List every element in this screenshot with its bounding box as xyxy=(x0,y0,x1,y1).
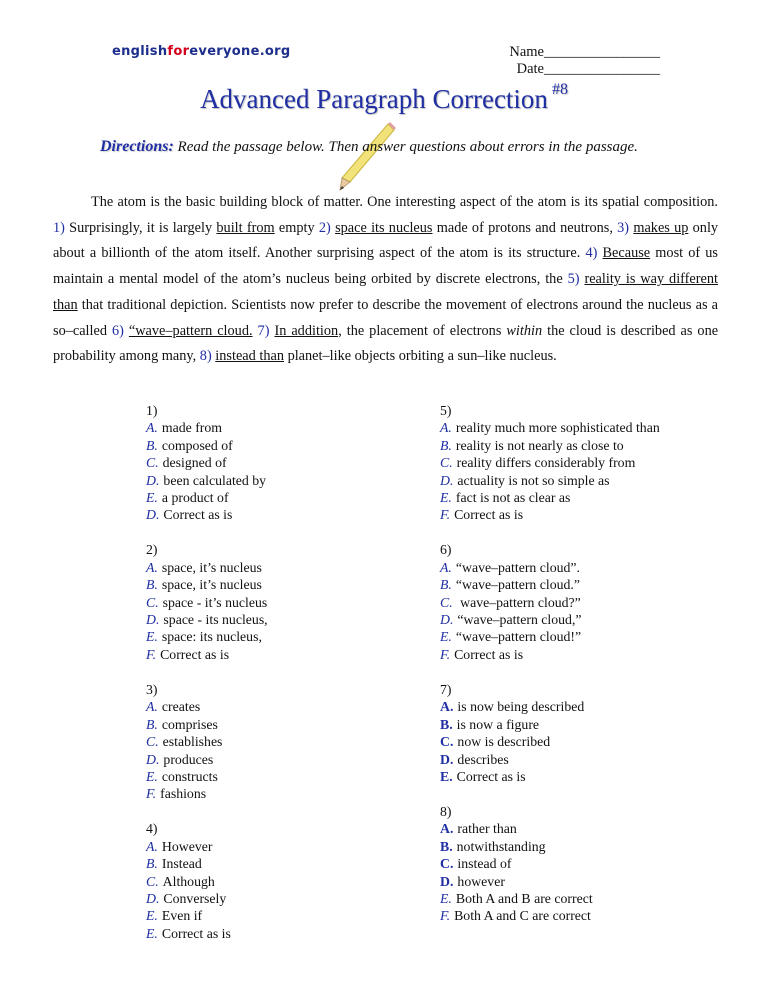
option-text: space: its nucleus, xyxy=(161,629,262,645)
option-letter: E. xyxy=(146,490,158,506)
option-letter: A. xyxy=(146,420,158,436)
option-text: space, it’s nucleus xyxy=(161,577,262,593)
question-3 xyxy=(146,681,268,803)
passage-text: only about a billionth of the atom itself. Another surprising aspect of the atom is its structure. xyxy=(53,219,719,262)
question-number: 1) xyxy=(146,403,158,418)
option-text: instead of xyxy=(457,856,512,872)
answer-option[interactable] xyxy=(440,838,660,855)
title-number: #8 xyxy=(551,81,568,98)
logo-part-everyone: everyone.org xyxy=(189,44,291,59)
passage-text: empty xyxy=(278,219,315,236)
questions-right-column xyxy=(440,402,660,942)
option-letter: B. xyxy=(146,577,158,593)
option-letter: B. xyxy=(146,437,158,453)
answer-option[interactable] xyxy=(440,419,660,436)
answer-option[interactable] xyxy=(146,419,268,436)
passage xyxy=(53,190,718,370)
option-letter: A. xyxy=(440,420,452,436)
name-date-fields xyxy=(500,44,660,78)
question-7 xyxy=(440,681,660,785)
option-text: “wave–pattern cloud.” xyxy=(455,577,581,593)
option-letter: E. xyxy=(146,768,158,784)
answer-option[interactable] xyxy=(146,751,268,768)
answer-option[interactable] xyxy=(146,646,268,663)
question-number: 8) xyxy=(440,803,452,819)
option-text: “wave–pattern cloud!” xyxy=(455,629,582,645)
answer-option[interactable] xyxy=(440,454,660,471)
option-text: is now being described xyxy=(457,699,585,715)
answer-option[interactable] xyxy=(146,489,268,506)
option-text: space, it’s nucleus xyxy=(161,559,262,575)
option-text: Correct as is xyxy=(454,507,524,523)
italic-within: within xyxy=(506,322,543,339)
option-letter: B. xyxy=(440,716,453,732)
answer-option[interactable] xyxy=(440,628,660,645)
pencil-icon xyxy=(336,122,396,192)
option-text: actuality is not so simple as xyxy=(457,472,610,488)
option-letter: F. xyxy=(440,908,451,924)
option-letter: D. xyxy=(146,751,160,767)
marker-6: 6) xyxy=(111,322,124,339)
answer-option[interactable] xyxy=(146,576,268,593)
option-text: Correct as is xyxy=(454,646,524,662)
answer-option[interactable] xyxy=(146,907,268,924)
passage-paragraph xyxy=(53,190,718,370)
answer-option[interactable] xyxy=(440,506,660,523)
logo-part-english: english xyxy=(112,44,168,59)
option-letter: D. xyxy=(440,873,454,889)
question-6 xyxy=(440,541,660,663)
option-letter: D. xyxy=(440,612,454,628)
option-text: Correct as is xyxy=(160,646,230,662)
name-line: Name________________ xyxy=(509,44,660,60)
question-5 xyxy=(440,402,660,524)
option-letter: B. xyxy=(440,437,452,453)
marker-3: 3) xyxy=(617,219,630,236)
option-letter: C. xyxy=(440,856,454,872)
marker-4: 4) xyxy=(585,245,598,262)
option-letter: D. xyxy=(146,612,160,628)
answer-option[interactable] xyxy=(146,698,268,715)
answer-option[interactable] xyxy=(146,454,268,471)
option-letter: C. xyxy=(146,594,159,610)
question-number: 6) xyxy=(440,542,452,558)
option-text: space - its nucleus, xyxy=(163,612,268,628)
answer-option[interactable] xyxy=(440,733,660,750)
site-logo xyxy=(112,44,290,59)
logo-part-for: for xyxy=(167,44,190,59)
option-letter: F. xyxy=(440,507,451,523)
option-text: notwithstanding xyxy=(456,838,546,854)
answer-option[interactable] xyxy=(440,907,660,924)
passage-text: Surprisingly, it is largely xyxy=(69,219,213,236)
questions-left-column xyxy=(146,402,268,960)
underlined-6: “wave–pattern cloud. xyxy=(128,322,253,339)
option-letter: B. xyxy=(440,838,453,854)
option-text: produces xyxy=(163,751,214,767)
answer-option[interactable] xyxy=(146,559,268,576)
option-letter: A. xyxy=(440,559,452,575)
marker-2: 2) xyxy=(318,219,331,236)
answer-option[interactable] xyxy=(146,855,268,872)
option-letter: D. xyxy=(440,751,454,767)
passage-text: the placement of electrons xyxy=(346,322,502,339)
option-letter: A. xyxy=(146,699,158,715)
answer-option[interactable] xyxy=(146,733,268,750)
answer-option[interactable] xyxy=(146,611,268,628)
answer-option[interactable] xyxy=(440,489,660,506)
underlined-1: built from xyxy=(216,219,275,236)
option-letter: E. xyxy=(440,490,452,506)
option-text: “wave–pattern cloud”. xyxy=(455,559,581,575)
answer-option[interactable] xyxy=(146,838,268,855)
question-number: 5) xyxy=(440,403,452,418)
answer-option[interactable] xyxy=(440,716,660,733)
option-letter: A. xyxy=(146,559,158,575)
question-2 xyxy=(146,541,268,663)
option-text: now is described xyxy=(457,734,551,750)
option-letter: E. xyxy=(146,629,158,645)
option-letter: D. xyxy=(146,472,160,488)
option-letter: D. xyxy=(146,890,160,906)
option-letter: F. xyxy=(146,646,157,662)
option-letter: C. xyxy=(440,594,453,610)
underlined-8: instead than xyxy=(215,348,284,365)
option-letter: C. xyxy=(440,455,453,471)
option-letter: A. xyxy=(440,821,454,837)
answer-option[interactable] xyxy=(146,925,268,942)
date-line: Date________________ xyxy=(516,61,660,77)
option-letter: D. xyxy=(146,507,160,523)
option-text: Even if xyxy=(161,908,203,924)
passage-text: the cloud is described as one probability among many, xyxy=(53,322,719,365)
option-text: Correct as is xyxy=(163,507,233,523)
answer-option[interactable] xyxy=(440,559,660,576)
answer-option[interactable] xyxy=(440,890,660,907)
underlined-2: space its nucleus xyxy=(335,219,433,236)
answer-option[interactable] xyxy=(440,698,660,715)
page-title xyxy=(0,81,768,115)
directions-label: Directions: xyxy=(100,138,174,155)
option-text: however xyxy=(457,873,505,889)
answer-option[interactable] xyxy=(146,506,268,523)
option-letter: E. xyxy=(146,925,158,941)
answer-option[interactable] xyxy=(440,820,660,837)
marker-7: 7) xyxy=(257,322,270,339)
option-letter: B. xyxy=(146,716,158,732)
answer-option[interactable] xyxy=(146,768,268,785)
answer-option[interactable] xyxy=(146,437,268,454)
answer-option[interactable] xyxy=(440,646,660,663)
option-text: reality much more sophisticated than xyxy=(455,420,660,436)
question-8 xyxy=(440,803,660,925)
passage-text: that traditional depiction. Scientists now prefer to describe the movement of electrons around the nucleus as a so–called xyxy=(53,296,719,339)
option-letter: C. xyxy=(440,734,454,750)
answer-option[interactable] xyxy=(146,716,268,733)
question-1 xyxy=(146,402,268,524)
option-text: Instead xyxy=(161,856,202,872)
option-text: constructs xyxy=(161,768,218,784)
answer-option[interactable] xyxy=(440,768,660,785)
option-text: is now a figure xyxy=(456,716,540,732)
answer-option[interactable] xyxy=(440,751,660,768)
passage-text: planet–like objects orbiting a sun–like nucleus. xyxy=(287,348,557,365)
option-text: reality differs considerably from xyxy=(456,455,636,471)
option-text: Correct as is xyxy=(161,925,231,941)
answer-option[interactable] xyxy=(146,472,268,489)
underlined-4: Because xyxy=(602,245,651,262)
option-letter: D. xyxy=(440,472,454,488)
option-letter: F. xyxy=(146,786,157,802)
option-letter: E. xyxy=(440,890,452,906)
option-text: Conversely xyxy=(163,890,227,906)
passage-text: most of us maintain a mental model of the atom’s nucleus being orbited by discrete electrons, the xyxy=(53,245,718,288)
underlined-7: In addition, xyxy=(274,322,342,339)
option-text: rather than xyxy=(457,821,517,837)
answer-option[interactable] xyxy=(440,437,660,454)
option-letter: C. xyxy=(146,873,159,889)
directions xyxy=(100,138,638,156)
option-text: a product of xyxy=(161,490,229,506)
option-text: been calculated by xyxy=(163,472,267,488)
marker-5: 5) xyxy=(567,271,580,288)
option-text: Both A and C are correct xyxy=(454,908,591,924)
option-letter: A. xyxy=(440,699,454,715)
option-text: composed of xyxy=(161,437,233,453)
answer-option[interactable] xyxy=(146,785,268,802)
question-number: 4) xyxy=(146,821,158,837)
answer-option[interactable] xyxy=(440,611,660,628)
option-text: “wave–pattern cloud,” xyxy=(457,612,582,628)
answer-option[interactable] xyxy=(146,594,268,611)
marker-8: 8) xyxy=(199,348,212,365)
question-number: 2) xyxy=(146,542,158,558)
answer-option[interactable] xyxy=(440,594,660,611)
answer-option[interactable] xyxy=(440,576,660,593)
option-text: establishes xyxy=(162,734,223,750)
answer-option[interactable] xyxy=(146,873,268,890)
option-letter: E. xyxy=(440,629,452,645)
option-text: Correct as is xyxy=(456,768,526,784)
question-number: 7) xyxy=(440,681,452,697)
answer-option[interactable] xyxy=(440,855,660,872)
directions-text: Read the passage below. Then answer questions about errors in the passage. xyxy=(177,139,638,155)
option-letter: E. xyxy=(440,768,453,784)
underlined-3: makes up xyxy=(633,219,689,236)
answer-option[interactable] xyxy=(440,472,660,489)
option-text: fashions xyxy=(160,786,207,802)
passage-text: The atom is the basic building block of matter. One interesting aspect of the atom is its spatial composition. xyxy=(91,194,718,210)
option-text: fact is not as clear as xyxy=(455,490,571,506)
option-text: reality is not nearly as close to xyxy=(455,437,624,453)
marker-1: 1) xyxy=(53,219,65,236)
answer-option[interactable] xyxy=(146,628,268,645)
option-text: comprises xyxy=(161,716,218,732)
option-letter: E. xyxy=(146,908,158,924)
option-letter: B. xyxy=(146,856,158,872)
option-letter: A. xyxy=(146,838,158,854)
option-text: wave–pattern cloud?” xyxy=(456,594,581,610)
underlined-5: reality is way different than xyxy=(53,271,718,313)
answer-option[interactable] xyxy=(440,873,660,890)
option-text: Although xyxy=(162,873,215,889)
passage-text: made of protons and neutrons, xyxy=(436,219,613,236)
option-letter: C. xyxy=(146,734,159,750)
option-text: made from xyxy=(161,420,223,436)
option-text: designed of xyxy=(162,455,227,471)
question-number: 3) xyxy=(146,681,158,697)
option-text: Both A and B are correct xyxy=(455,890,593,906)
option-letter: B. xyxy=(440,577,452,593)
answer-option[interactable] xyxy=(146,890,268,907)
option-text: describes xyxy=(457,751,509,767)
question-4 xyxy=(146,820,268,942)
option-letter: F. xyxy=(440,646,451,662)
option-letter: C. xyxy=(146,455,159,471)
option-text: creates xyxy=(161,699,201,715)
title-text: Advanced Paragraph Correction xyxy=(200,84,548,114)
option-text: However xyxy=(161,838,213,854)
option-text: space - it’s nucleus xyxy=(162,594,268,610)
